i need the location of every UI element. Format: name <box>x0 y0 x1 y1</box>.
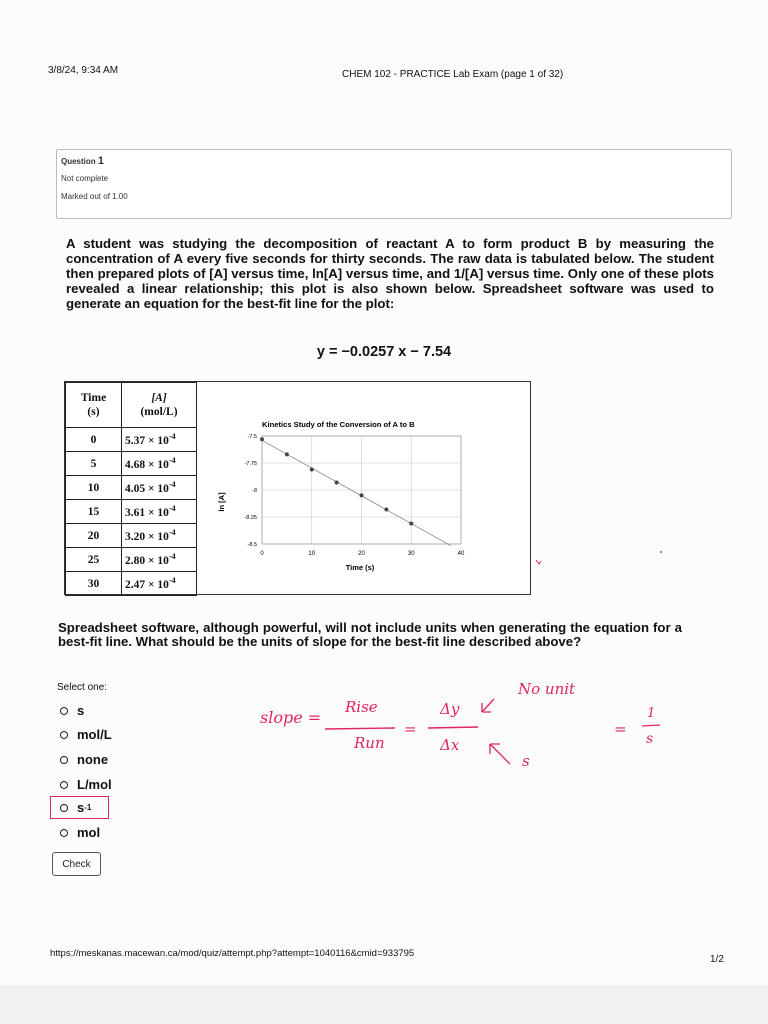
time-header-label: Time <box>80 392 107 404</box>
concentration-exponent: -4 <box>168 456 176 466</box>
handwritten-result-s: s <box>646 731 654 747</box>
ink-arrow-down <box>490 744 510 764</box>
ink-fraction-bar-3 <box>642 725 660 726</box>
concentration-exponent: -4 <box>168 576 176 586</box>
time-header-unit: (s) <box>87 406 100 418</box>
conc-header-label: [A] <box>151 392 167 404</box>
handwritten-delta-x: Δx <box>440 736 460 754</box>
time-cell: 25 <box>66 548 122 572</box>
option-label: mol/L <box>77 727 112 742</box>
x-tick-label: 30 <box>407 551 415 557</box>
ink-arrow-up <box>482 699 494 712</box>
handwritten-no-unit: No unit <box>518 680 576 698</box>
y-tick-label: -8 <box>252 488 257 494</box>
question-state: Not complete <box>61 174 109 183</box>
concentration-exponent: -4 <box>168 504 176 514</box>
concentration-mantissa: 3.61 × 10 <box>125 506 169 519</box>
option-label: s <box>77 800 85 815</box>
y-tick-label: -8.5 <box>247 542 257 548</box>
handwritten-one: 1 <box>647 706 656 721</box>
concentration-mantissa: 3.20 × 10 <box>125 530 169 543</box>
conc-header-unit: (mol/L) <box>140 406 178 418</box>
time-cell: 20 <box>66 524 122 548</box>
concentration-exponent: -4 <box>168 432 176 442</box>
ink-fraction-bar-2 <box>428 727 478 728</box>
concentration-mantissa: 4.05 × 10 <box>125 482 169 495</box>
handwritten-run: Run <box>354 734 385 752</box>
concentration-mantissa: 5.37 × 10 <box>125 434 169 447</box>
option-label: s <box>77 703 85 718</box>
handwritten-equals-1: = <box>404 720 417 738</box>
ink-tick-mark <box>536 560 541 564</box>
handwritten-equals-2: = <box>614 720 627 738</box>
time-cell: 15 <box>66 500 122 524</box>
select-one-label: Select one: <box>57 682 108 693</box>
concentration-exponent: -4 <box>168 480 176 490</box>
question-label: Question <box>61 157 96 166</box>
question-grade: Marked out of 1.00 <box>61 192 128 201</box>
concentration-exponent: -4 <box>168 552 176 562</box>
option-label: none <box>77 752 109 767</box>
x-tick-label: 0 <box>260 551 264 557</box>
handwritten-s: s <box>522 752 530 770</box>
ink-dot <box>660 551 662 553</box>
footer-url: https://meskanas.macewan.ca/mod/quiz/attempt.php?attempt=1040116&cmid=933795 <box>50 948 415 959</box>
option-exponent: -1 <box>84 803 92 812</box>
follow-up-question: Spreadsheet software, although powerful, will not include units when generating the equation for a best-fit line. What should be the units of slope for the best-fit line described above? <box>58 620 682 649</box>
time-cell: 0 <box>66 428 122 452</box>
question-number-value: 1 <box>97 155 105 167</box>
page-header-title: CHEM 102 - PRACTICE Lab Exam (page 1 of 32) <box>342 69 564 80</box>
footer-page-number: 1/2 <box>710 954 724 965</box>
option-label: L/mol <box>77 777 112 792</box>
concentration-exponent: -4 <box>168 528 176 538</box>
chart-y-axis-label: ln [A] <box>217 492 226 512</box>
x-tick-label: 10 <box>308 551 316 557</box>
concentration-mantissa: 2.80 × 10 <box>125 554 169 567</box>
concentration-mantissa: 2.47 × 10 <box>125 578 169 591</box>
question-prompt: A student was studying the decomposition of reactant A to form product B by measuring the concentration of A every five seconds for thirty seconds. The raw data is tabulated below. The student then prepared plots of [A] versus time, ln[A] versus time, and 1/[A] versus time. Only one of these plots revealed a linear relationship; this plot is also shown below. Spreadsheet software was used to generate an equation for the best-fit line for the plot: <box>66 236 714 311</box>
y-tick-label: -7.5 <box>247 434 257 440</box>
y-tick-label: -8.25 <box>244 515 257 521</box>
y-tick-label: -7.75 <box>244 461 257 467</box>
time-cell: 30 <box>66 572 122 596</box>
handwritten-delta-y: Δy <box>440 700 460 718</box>
best-fit-equation: y = −0.0257 x − 7.54 <box>316 344 452 360</box>
option-label: mol <box>77 825 101 840</box>
handwritten-rise: Rise <box>345 698 378 716</box>
time-cell: 5 <box>66 452 122 476</box>
x-tick-label: 20 <box>358 551 365 557</box>
timestamp: 3/8/24, 9:34 AM <box>48 65 119 76</box>
time-cell: 10 <box>66 476 122 500</box>
chart-x-axis-label: Time (s) <box>345 563 375 572</box>
chart-title: Kinetics Study of the Conversion of A to B <box>262 420 415 429</box>
ink-fraction-bar-1 <box>325 728 395 729</box>
check-button[interactable]: Check <box>52 852 101 876</box>
concentration-mantissa: 4.68 × 10 <box>125 458 169 471</box>
x-tick-label: 40 <box>457 551 465 557</box>
handwritten-slope: slope = <box>260 708 322 727</box>
